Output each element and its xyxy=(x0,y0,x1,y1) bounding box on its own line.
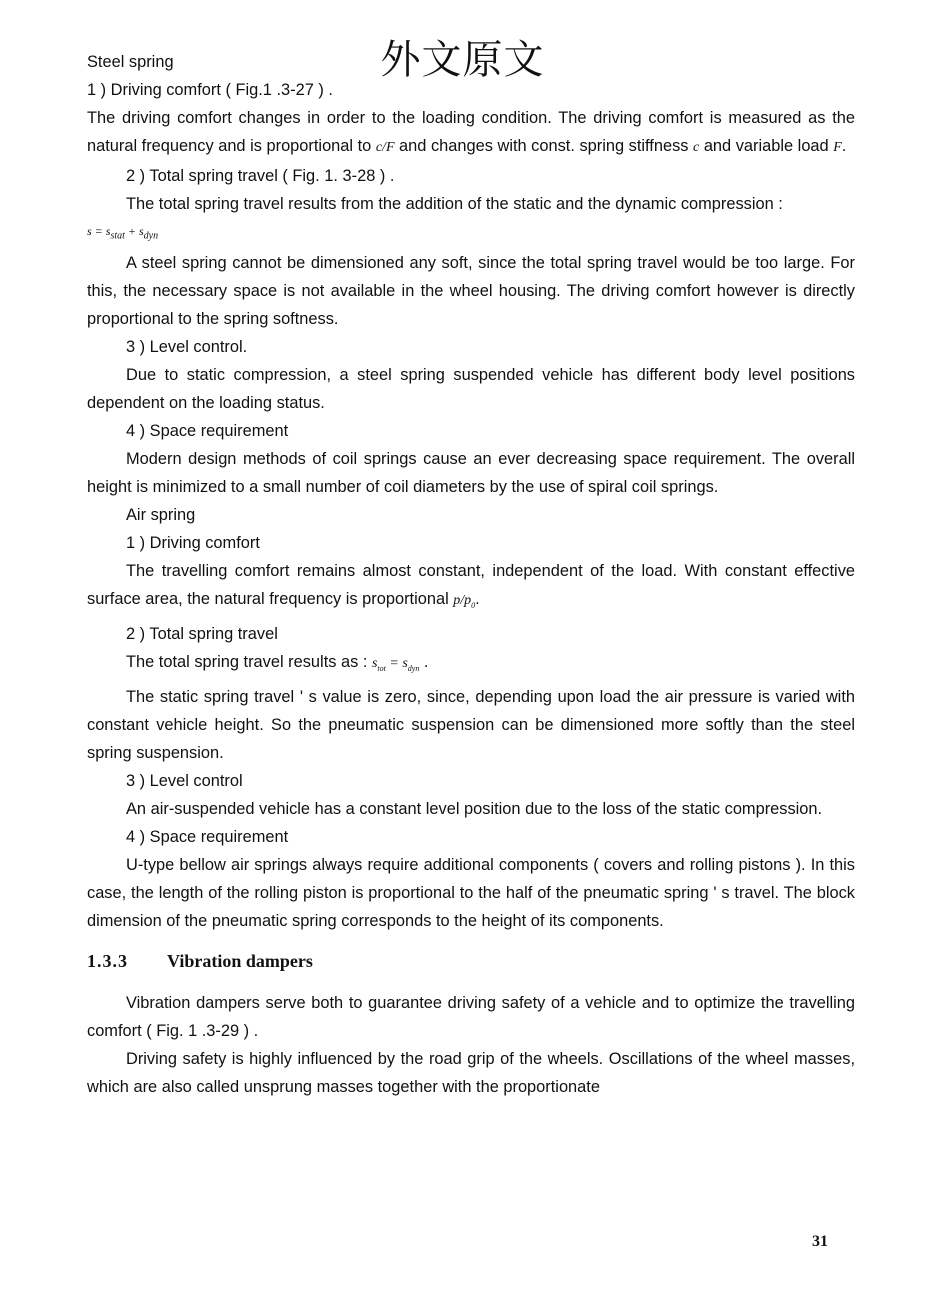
air-paragraph-4: An air-suspended vehicle has a constant level position due to the loss of the static compression. xyxy=(126,799,823,818)
steel-paragraph-3: A steel spring cannot be dimensioned any soft, since the total spring travel would be too large. For this, the necessary space is not available in the wheel housing. The driving comfort however is directly proportional to the spring softness. xyxy=(87,254,855,329)
damper-paragraph-1: Vibration dampers serve both to guarantee driving safety of a vehicle and to optimize the travelling comfort ( Fig. 1 .3-29 ) . xyxy=(87,993,855,1040)
formula-total-travel: $s = s_{stat} + s_{dyn}$ xyxy=(87,224,159,242)
banner-title: 外文原文 xyxy=(380,37,545,83)
air-paragraph-3: The static spring travel ' s value is zero, since, depending upon load the air pressure is varied with constant vehicle height. So the pneumatic suspension can be dimensioned more softly than the steel spring suspension. xyxy=(87,687,855,762)
steel-spring-heading: Steel spring xyxy=(87,53,174,71)
text-body xyxy=(87,48,855,1101)
air-item-4: 4 ) Space requirement xyxy=(126,827,289,846)
steel-item-2: 2 ) Total spring travel ( Fig. 1. 3-28 ) . xyxy=(126,167,395,185)
formula-p-over-p0: $p/p_0$ xyxy=(453,593,476,611)
formula-c: c xyxy=(693,140,700,155)
steel-item-4: 4 ) Space requirement xyxy=(126,422,289,441)
formula-s-tot: $s_{tot} = s_{dyn}$ xyxy=(371,656,420,673)
air-paragraph-1: The travelling comfort remains almost constant, independent of the load. With constant effective surface area, the natural frequency is proportional $p/p_0$. xyxy=(87,562,855,611)
air-item-3: 3 ) Level control xyxy=(126,771,243,790)
section-number: 1.3.3 xyxy=(87,950,128,971)
page-number: 31 xyxy=(812,1233,828,1250)
formula-c-over-f: c/F xyxy=(375,140,395,155)
damper-paragraph-2: Driving safety is highly influenced by the road grip of the wheels. Oscillations of the wheel masses, which are also called unsprung masses together with the proportionate xyxy=(87,1049,855,1096)
air-paragraph-5: U-type bellow air springs always require additional components ( covers and rolling pistons ). In this case, the length of the rolling piston is proportional to the half of the pneumatic spring ' s travel. The block dimension of the pneumatic spring corresponds to the height of its components. xyxy=(87,855,855,930)
air-item-2: 2 ) Total spring travel xyxy=(126,625,278,644)
section-title: Vibration dampers xyxy=(167,950,313,971)
steel-paragraph-5: Modern design methods of coil springs cause an ever decreasing space requirement. The overall height is minimized to a small number of coil diameters by the use of spiral coil springs. xyxy=(87,450,855,497)
steel-item-3: 3 ) Level control. xyxy=(126,338,248,357)
steel-item-1: 1 ) Driving comfort ( Fig.1 .3-27 ) . xyxy=(87,81,333,99)
formula-f: F xyxy=(833,140,842,155)
air-paragraph-2: The total spring travel results as : $s_{tot} = s_{dyn}$ . xyxy=(126,653,429,673)
air-spring-heading: Air spring xyxy=(126,506,196,525)
section-heading xyxy=(87,947,855,975)
steel-paragraph-1: The driving comfort changes in order to the loading condition. The driving comfort is measured as the natural frequency and is proportional to c/F and changes with const. spring stiffness c and variable load F. xyxy=(87,109,855,155)
steel-paragraph-2: The total spring travel results from the addition of the static and the dynamic compression : xyxy=(126,195,783,213)
air-item-1: 1 ) Driving comfort xyxy=(126,534,260,553)
steel-paragraph-4: Due to static compression, a steel spring suspended vehicle has different body level positions dependent on the loading status. xyxy=(87,366,855,413)
